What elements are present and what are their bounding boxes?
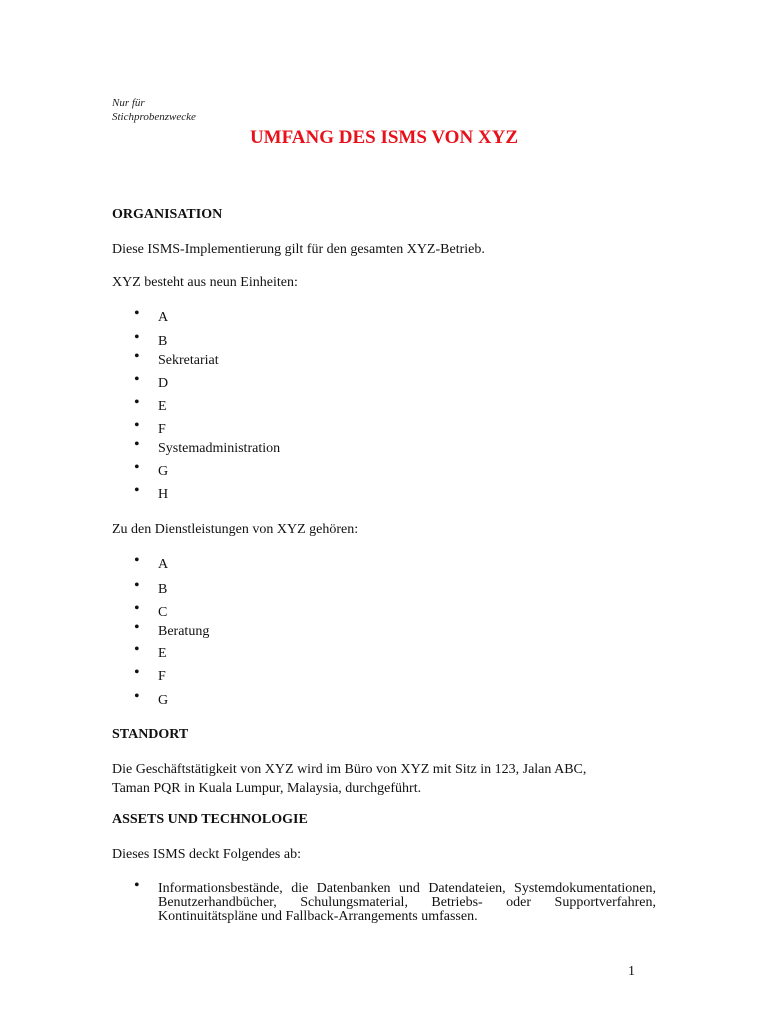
- assets-paragraph: Dieses ISMS deckt Folgendes ab:: [112, 847, 301, 862]
- bullet-icon: •: [134, 394, 140, 411]
- sample-note: [112, 96, 196, 124]
- list-item: Systemadministration: [158, 441, 281, 456]
- list-item: F: [158, 669, 166, 684]
- bullet-icon: •: [134, 348, 140, 365]
- list-item: G: [158, 464, 169, 479]
- sample-note-line-2: Stichprobenzwecke: [112, 111, 196, 123]
- list-item: Sekretariat: [158, 353, 219, 368]
- list-item: G: [158, 693, 169, 708]
- bullet-icon: •: [134, 877, 140, 894]
- bullet-icon: •: [134, 329, 140, 346]
- organisation-paragraph-1: Diese ISMS-Implementierung gilt für den gesamten XYZ-Betrieb.: [112, 242, 485, 257]
- bullet-icon: •: [134, 417, 140, 434]
- document-title-text: UMFANG DES ISMS VON XYZ: [249, 127, 519, 148]
- heading-organisation: ORGANISATION: [112, 207, 223, 222]
- page-number: 1: [628, 964, 635, 979]
- bullet-icon: •: [134, 371, 140, 388]
- list-item: C: [158, 605, 168, 620]
- standort-line-1: Die Geschäftstätigkeit von XYZ wird im Büro von XYZ mit Sitz in 123, Jalan ABC,: [112, 762, 587, 777]
- bullet-icon: •: [134, 459, 140, 476]
- list-item: E: [158, 399, 167, 414]
- bullet-icon: •: [134, 641, 140, 658]
- bullet-icon: •: [134, 482, 140, 499]
- bullet-icon: •: [134, 577, 140, 594]
- list-item: E: [158, 646, 167, 661]
- organisation-paragraph-3: Zu den Dienstleistungen von XYZ gehören:: [112, 522, 359, 537]
- bullet-icon: •: [134, 664, 140, 681]
- standort-paragraph: [112, 760, 586, 798]
- bullet-icon: •: [134, 600, 140, 617]
- bullet-icon: •: [134, 688, 140, 705]
- list-item: A: [158, 310, 169, 325]
- bullet-icon: •: [134, 619, 140, 636]
- list-item: Beratung: [158, 624, 210, 639]
- assets-list-item: Informationsbestände, die Datenbanken und Datendateien, Systemdokumentationen, Benutzerhandbücher, Schulungsmaterial, Betriebs- oder Supportverfahren, Kontinuitätspläne und Fallback-Arrangements umfassen.: [158, 881, 656, 924]
- bullet-icon: •: [134, 552, 140, 569]
- list-item: F: [158, 422, 166, 437]
- organisation-paragraph-2: XYZ besteht aus neun Einheiten:: [112, 275, 298, 290]
- list-item: A: [158, 557, 169, 572]
- list-item: H: [158, 487, 169, 502]
- sample-note-line-1: Nur für: [112, 97, 145, 109]
- list-item: B: [158, 582, 168, 597]
- bullet-icon: •: [134, 436, 140, 453]
- heading-assets: ASSETS UND TECHNOLOGIE: [112, 812, 308, 827]
- list-item: D: [158, 376, 169, 391]
- standort-line-2: Taman PQR in Kuala Lumpur, Malaysia, durchgeführt.: [112, 781, 422, 796]
- heading-standort: STANDORT: [112, 727, 189, 742]
- bullet-icon: •: [134, 305, 140, 322]
- document-title: [0, 127, 768, 149]
- list-item: B: [158, 334, 168, 349]
